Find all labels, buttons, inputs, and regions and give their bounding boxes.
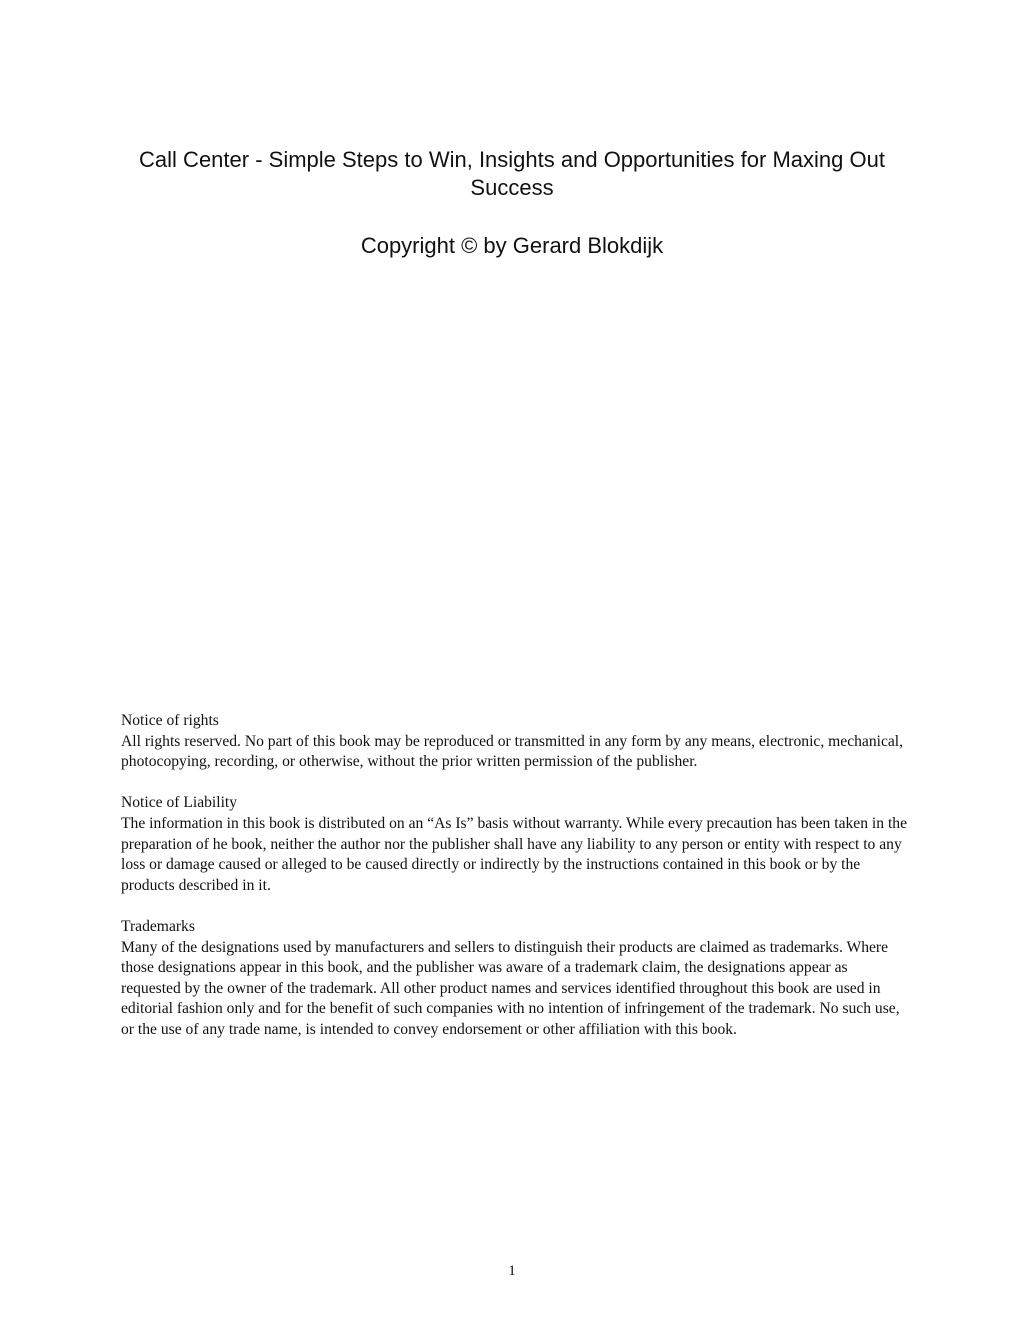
notices-section <box>121 711 911 1061</box>
title-block <box>100 146 924 260</box>
trademarks-heading: Trademarks <box>121 917 195 935</box>
notice-of-liability-heading: Notice of Liability <box>121 794 238 812</box>
notice-of-rights-body: All rights reserved. No part of this book may be reproduced or transmitted in any form by any means, electronic, mechanical, photocopying, recording, or otherwise, without the prior written permission of the publisher. <box>121 732 904 771</box>
copyright-line: Copyright © by Gerard Blokdijk <box>360 233 664 258</box>
notice-of-rights <box>121 711 911 773</box>
trademarks-body: Many of the designations used by manufacturers and sellers to distinguish their products are claimed as trademarks. Where those designations appear in this book, and the publisher was aware of a trademark claim, the designations appear as requested by the owner of the trademark. All other product names and services identified throughout this book are used in editorial fashion only and for the benefit of such companies with no intention of infringement of the trademark. No such use, or the use of any trade name, is intended to convey endorsement or other affiliation with this book. <box>121 938 900 1038</box>
trademarks <box>121 917 911 1041</box>
book-title-line-1: Call Center - Simple Steps to Win, Insights and Opportunities for Maxing Out <box>139 147 885 172</box>
notice-of-liability-body: The information in this book is distributed on an “As Is” basis without warranty. While every precaution has been taken in the preparation of he book, neither the author nor the publisher shall have any liability to any person or entity with respect to any loss or damage caused or alleged to be caused directly or indirectly by the instructions contained in this book or by the products described in it. <box>121 814 907 894</box>
page-number: 1 <box>508 1263 516 1279</box>
notice-of-rights-heading: Notice of rights <box>121 712 219 729</box>
notice-of-liability <box>121 793 911 896</box>
book-title-line-2: Success <box>470 175 554 200</box>
